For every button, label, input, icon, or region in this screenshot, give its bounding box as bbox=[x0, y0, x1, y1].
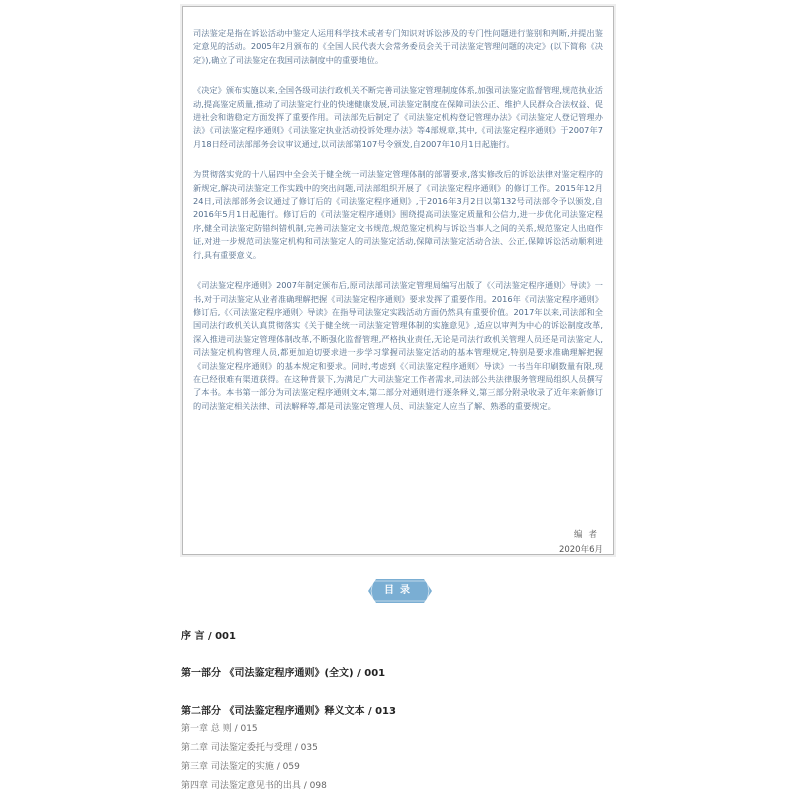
toc-entry-preface[interactable]: 序 言 / 001 bbox=[181, 631, 236, 642]
preface-paragraph-4: 《司法鉴定程序通则》2007年制定颁布后,原司法部司法鉴定管理局编写出版了《〈司法鉴定程序通则〉导读》一书,对于司法鉴定从业者准确理解把握《司法鉴定程序通则》要求发挥了重要作用。2016年《司法鉴定程序通则》修订后,《〈司法鉴定程序通则〉导读》在指导司法鉴定实践活动方面仍然具有重要价值。2017年以来,司法部和全国司法行政机关认真贯彻落实《关于健全统一司法鉴定管理体制的实施意见》,适应以审判为中心的诉讼制度改革,深入推进司法鉴定管理体制改革,不断强化监督管理,严格执业责任,无论是司法行政机关管理人员还是司法鉴定人,司法鉴定机构管理人员,都更加迫切要求进一步学习掌握司法鉴定活动的基本管理规定,特别是要求准确理解把握《司法鉴定程序通则》的基本规定和要求。同时,考虑到《〈司法鉴定程序通则〉导读》一书当年印刷数量有限,现在已经很难有渠道获得。在这种背景下,为满足广大司法鉴定工作者需求,司法部公共法律服务管理局组织人员撰写了本书。本书第一部分为司法鉴定程序通则文本,第二部分对通则进行逐条释义,第三部分附录收录了近年来新修订的司法鉴定相关法律、司法解释等,都是司法鉴定管理人员、司法鉴定人应当了解、熟悉的重要规定。 bbox=[193, 280, 603, 411]
preface-paragraph-1: 司法鉴定是指在诉讼活动中鉴定人运用科学技术或者专门知识对诉讼涉及的专门性问题进行鉴别和判断,并提出鉴定意见的活动。2005年2月颁布的《全国人民代表大会常务委员会关于司法鉴定管理问题的决定》(以下简称《决定》),确立了司法鉴定在我国司法制度中的重要地位。 bbox=[193, 28, 603, 65]
toc-title: 目录 bbox=[384, 585, 416, 596]
preface-author: 编者 bbox=[573, 530, 603, 540]
toc-entry-chapter-1[interactable]: 第一章 总 则 / 015 bbox=[181, 724, 258, 734]
toc-entry-part-2[interactable]: 第二部分 《司法鉴定程序通则》释义文本 / 013 bbox=[181, 706, 396, 717]
preface-date: 2020年6月 bbox=[558, 545, 603, 555]
toc-entry-chapter-3[interactable]: 第三章 司法鉴定的实施 / 059 bbox=[181, 762, 300, 772]
preface-paragraph-2: 《决定》颁布实施以来,全国各级司法行政机关不断完善司法鉴定管理制度体系,加强司法鉴定监督管理,规范执业活动,提高鉴定质量,推动了司法鉴定行业的快速健康发展,司法鉴定制度在保障司法公正、维护人民群众合法权益、促进社会和谐稳定方面发挥了重要作用。司法部先后制定了《司法鉴定机构登记管理办法》《司法鉴定人登记管理办法》《司法鉴定程序通则》《司法鉴定执业活动投诉处理办法》等4部规章,其中,《司法鉴定程序通则》于2007年7月18日经司法部部务会议审议通过,以司法部第107号令颁发,自2007年10月1日起施行。 bbox=[193, 85, 603, 149]
toc-entry-chapter-4[interactable]: 第四章 司法鉴定意见书的出具 / 098 bbox=[181, 781, 327, 791]
toc-entry-part-1[interactable]: 第一部分 《司法鉴定程序通则》(全文) / 001 bbox=[181, 668, 386, 679]
toc-banner bbox=[368, 579, 432, 603]
preface-paragraph-3: 为贯彻落实党的十八届四中全会关于健全统一司法鉴定管理体制的部署要求,落实修改后的诉讼法律对鉴定程序的新规定,解决司法鉴定工作实践中的突出问题,司法部组织开展了《司法鉴定程序通则》的修订工作。2015年12月24日,司法部部务会议通过了修订后的《司法鉴定程序通则》,于2016年3月2日以第132号司法部令予以颁发,自2016年5月1日起施行。修订后的《司法鉴定程序通则》围绕提高司法鉴定质量和公信力,进一步优化司法鉴定程序,健全司法鉴定防错纠错机制,完善司法鉴定文书规范,规范鉴定机构与诉讼当事人之间的关系,规范鉴定人出庭作证,对进一步规范司法鉴定机构和司法鉴定人的司法鉴定活动,保障司法鉴定活动合法、公正,保障诉讼活动顺利进行,具有重要意义。 bbox=[193, 169, 603, 260]
preface-text bbox=[193, 27, 603, 430]
toc-entry-chapter-2[interactable]: 第二章 司法鉴定委托与受理 / 035 bbox=[181, 743, 318, 753]
preface-box bbox=[182, 6, 614, 555]
